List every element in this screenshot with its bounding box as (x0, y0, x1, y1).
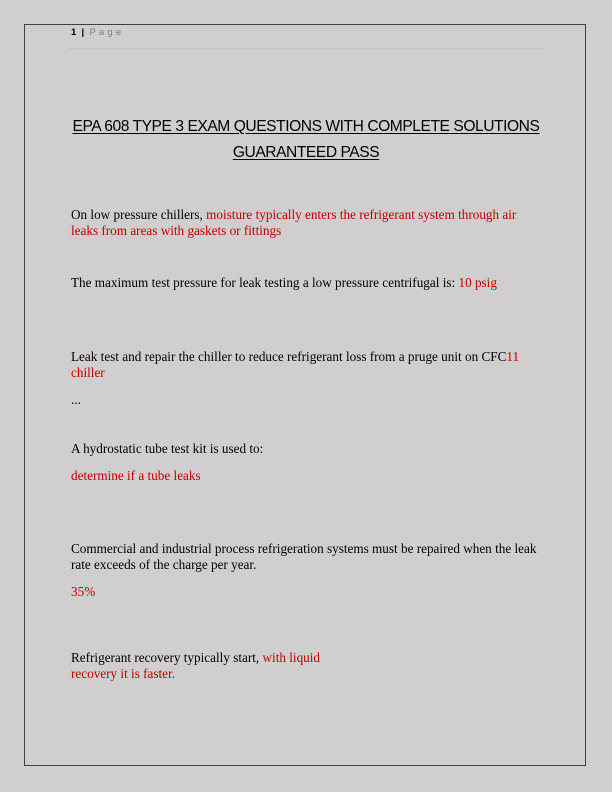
page-number: 1 (71, 27, 77, 38)
question-3-continuation: ... (71, 392, 81, 407)
page-header (71, 27, 122, 38)
answer-text: moisture typically enters the refrigerant system through air leaks from areas with gaskets or fittings (71, 207, 517, 238)
question-text: On low pressure chillers, (71, 207, 207, 222)
question-4: A hydrostatic tube test kit is used to: (71, 441, 264, 456)
answer-text-line-2: recovery it is faster. (71, 666, 175, 681)
header-separator: | (81, 27, 85, 38)
page-label: P a g e (89, 27, 122, 38)
answer-text: 10 psig (458, 275, 497, 290)
question-1 (71, 207, 541, 239)
question-2 (71, 275, 541, 291)
question-6 (71, 650, 551, 682)
answer-text: 11 chiller (71, 349, 520, 380)
question-5: Commercial and industrial process refrigeration systems must be repaired when the leak rate exceeds of the charge per year. (71, 541, 537, 572)
question-text: Leak test and repair the chiller to reduce refrigerant loss from a pruge unit on CFC (71, 349, 507, 364)
answer-5: 35% (71, 584, 96, 599)
question-text: The maximum test pressure for leak testing a low pressure centrifugal is: (71, 275, 459, 290)
question-text: Refrigerant recovery typically start, (71, 650, 263, 665)
document-title: EPA 608 TYPE 3 EXAM QUESTIONS WITH COMPLETE SOLUTIONS GUARANTEED PASS (72, 118, 540, 161)
answer-text-line-1: with liquid (262, 650, 321, 665)
question-3 (71, 349, 541, 381)
header-rule (68, 48, 546, 49)
answer-4: determine if a tube leaks (71, 468, 201, 483)
